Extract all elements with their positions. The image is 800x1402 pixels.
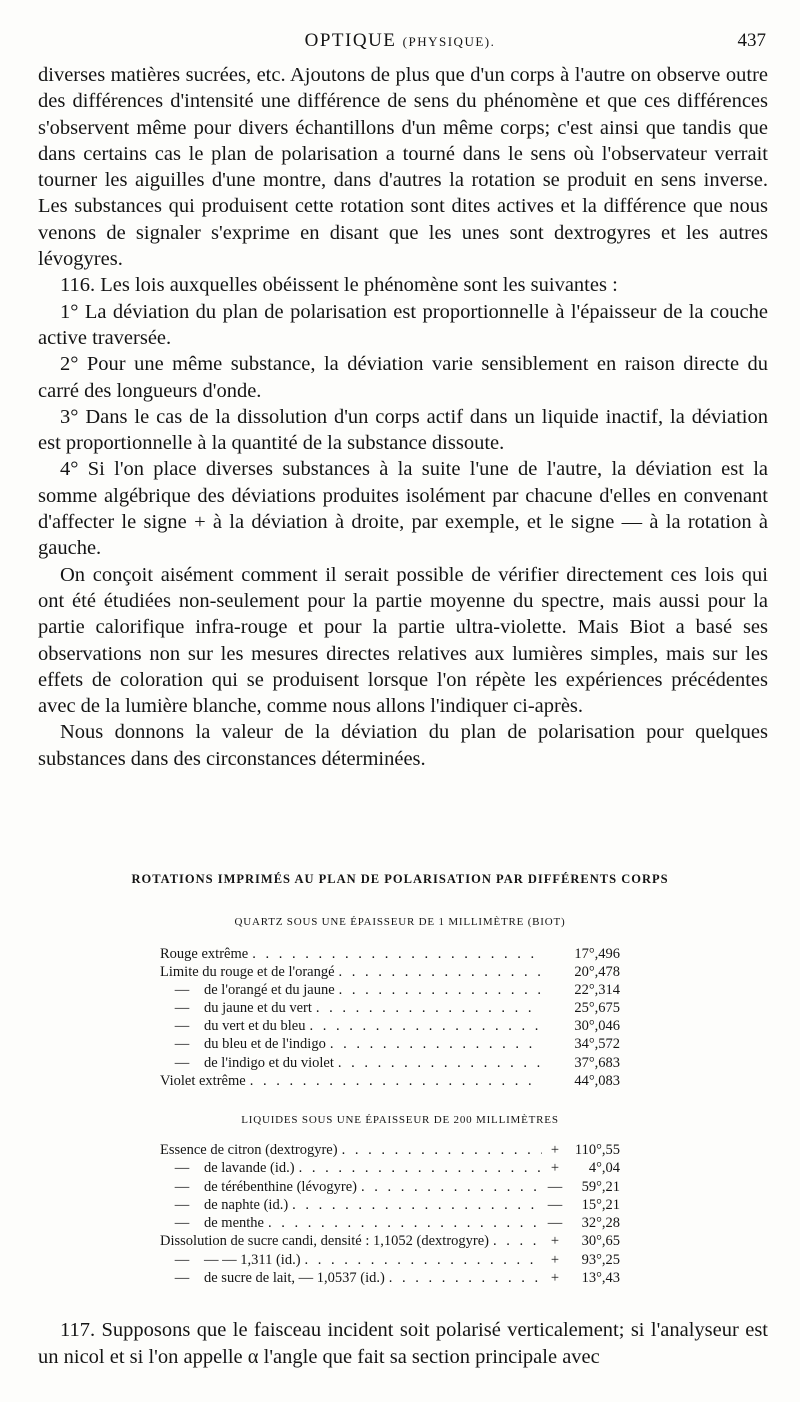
page-number: 437 — [737, 30, 766, 51]
table-title: ROTATIONS IMPRIMÉS AU PLAN DE POLARISATION PAR DIFFÉRENTS CORPS — [131, 872, 669, 886]
rotation-sign: + — [550, 1251, 560, 1268]
leader-dots — [339, 963, 542, 981]
ditto-dash: — — [174, 1036, 190, 1053]
rotation-value: 44°,083 — [574, 1072, 620, 1089]
table-row — [160, 999, 620, 1017]
row-label: de menthe — [204, 1215, 264, 1232]
running-title — [0, 30, 800, 52]
liquids-heading: LIQUIDES SOUS UNE ÉPAISSEUR DE 200 MILLIMÈTRES — [241, 1114, 559, 1126]
rotation-sign — [546, 981, 564, 999]
ditto-dash: — — [174, 1160, 190, 1177]
leader-dots — [389, 1269, 542, 1287]
liquids-table — [160, 1141, 620, 1287]
table-row — [160, 1214, 620, 1232]
leader-dots — [342, 1141, 542, 1159]
rotation-value: 22°,314 — [574, 982, 620, 999]
leader-dots — [361, 1178, 542, 1196]
row-label: du jaune et du vert — [204, 1000, 312, 1017]
rotation-value: 17°,496 — [574, 946, 620, 962]
rotation-sign — [546, 1017, 564, 1035]
rotation-sign: + — [550, 1270, 560, 1287]
body-text — [38, 62, 768, 772]
rotation-value: 34°,572 — [574, 1036, 620, 1053]
row-label: — — 1,311 (id.) — [204, 1251, 301, 1268]
leader-dots — [330, 1035, 542, 1053]
law-3: 3° Dans le cas de la dissolution d'un corps actif dans un liquide inactif, la déviation est proportionnelle à la quantité de la substance dissoute. — [38, 405, 768, 455]
running-title-sub: (PHYSIQUE). — [402, 34, 496, 49]
leader-dots — [305, 1251, 542, 1269]
table-row — [160, 981, 620, 999]
table-row — [160, 1196, 620, 1214]
rotation-value: 30°,65 — [581, 1233, 620, 1250]
row-label: Essence de citron (dextrogyre) — [160, 1142, 338, 1158]
paragraph-116: 116. Les lois auxquelles obéissent le phénomène sont les suivantes : — [60, 274, 618, 297]
quartz-heading: QUARTZ SOUS UNE ÉPAISSEUR DE 1 MILLIMÈTRE (BIOT) — [234, 916, 566, 928]
leader-dots — [316, 999, 542, 1017]
leader-dots — [252, 945, 542, 963]
ditto-dash: — — [174, 1178, 190, 1195]
ditto-dash: — — [174, 1215, 190, 1232]
rotation-sign: — — [547, 1196, 563, 1213]
table-row — [160, 1232, 620, 1250]
rotation-sign — [546, 999, 564, 1017]
rotation-value: 13°,43 — [581, 1270, 620, 1287]
rotation-value: 30°,046 — [574, 1018, 620, 1035]
table-row — [160, 1054, 620, 1072]
rotation-value: 15°,21 — [581, 1196, 620, 1213]
law-4: 4° Si l'on place diverses substances à la suite l'une de l'autre, la déviation est la somme algébrique des déviations produites isolément par chacune d'elles en convenant d'affecter le signe + à la déviation à droite, par exemple, et le signe — à la rotation à gauche. — [38, 458, 768, 560]
ditto-dash: — — [174, 1054, 190, 1071]
leader-dots — [292, 1196, 542, 1214]
running-title-main: OPTIQUE — [304, 30, 397, 51]
rotation-value: 4°,04 — [588, 1160, 620, 1177]
table-row — [160, 1017, 620, 1035]
ditto-dash: — — [174, 1018, 190, 1035]
rotation-value: 37°,683 — [574, 1054, 620, 1071]
table-row — [160, 1178, 620, 1196]
table-row — [160, 1159, 620, 1177]
ditto-dash: — — [174, 1000, 190, 1017]
rotation-value: 110°,55 — [574, 1142, 620, 1158]
row-label: de térébenthine (lévogyre) — [204, 1178, 357, 1195]
leader-dots — [493, 1232, 542, 1250]
table-row — [160, 963, 620, 981]
law-2: 2° Pour une même substance, la déviation varie sensiblement en raison directe du carré des longueurs d'onde. — [38, 353, 768, 402]
running-head — [0, 30, 800, 60]
table-row — [160, 1035, 620, 1053]
final-text — [38, 1317, 768, 1370]
leader-dots — [309, 1017, 542, 1035]
row-label: du vert et du bleu — [204, 1018, 306, 1035]
table-row — [160, 1251, 620, 1269]
table-row — [160, 1269, 620, 1287]
leader-dots — [268, 1214, 542, 1232]
paragraph-continuation: diverses matières sucrées, etc. Ajoutons de plus que d'un corps à l'autre on observe outre des différences d'intensité une différence de sens du phénomène et que ces différences s'observent même pour divers échantillons d'un même corps; c'est ainsi que tandis que dans certains cas le plan de polarisation a tourné dans le sens où l'observateur verrait tourner les aiguilles d'une montre, dans d'autres la rotation se produit en sens inverse. Les substances qui produisent cette rotation sont dites actives et la différence que nous venons de signaler s'exprime en disant que les unes sont dextrogyres et les autres lévogyres. — [38, 64, 768, 271]
table-row — [160, 1072, 620, 1090]
rotation-sign — [546, 963, 564, 981]
rotation-value: 32°,28 — [581, 1215, 620, 1232]
rotation-sign: — — [547, 1215, 563, 1232]
row-label: Limite du rouge et de l'orangé — [160, 964, 335, 981]
row-label: de sucre de lait, — 1,0537 (id.) — [204, 1270, 385, 1287]
rotation-sign: + — [550, 1233, 560, 1250]
leader-dots — [250, 1072, 542, 1090]
ditto-dash: — — [174, 1251, 190, 1268]
rotation-sign: + — [550, 1160, 560, 1177]
table-row — [160, 1141, 620, 1159]
rotation-sign: + — [550, 1142, 560, 1158]
law-1: 1° La déviation du plan de polarisation est proportionnelle à l'épaisseur de la couche active traversée. — [38, 300, 768, 349]
rotation-sign — [546, 1035, 564, 1053]
row-label: Violet extrême — [160, 1072, 246, 1089]
rotation-value: 59°,21 — [581, 1178, 620, 1195]
paragraph-intro-table: Nous donnons la valeur de la déviation du plan de polarisation pour quelques substances dans des circonstances déterminées. — [38, 721, 768, 770]
rotation-sign — [546, 1072, 564, 1090]
rotation-sign — [546, 945, 564, 963]
row-label: de lavande (id.) — [204, 1160, 295, 1177]
ditto-dash: — — [174, 1270, 190, 1287]
row-label: Dissolution de sucre candi, densité : 1,1052 (dextrogyre) — [160, 1233, 489, 1250]
row-label: du bleu et de l'indigo — [204, 1036, 326, 1053]
rotation-value: 20°,478 — [574, 964, 620, 981]
rotation-value: 25°,675 — [574, 1000, 620, 1017]
rotation-value: 93°,25 — [581, 1251, 620, 1268]
row-label: de l'orangé et du jaune — [204, 982, 335, 999]
row-label: de naphte (id.) — [204, 1196, 289, 1213]
ditto-dash: — — [174, 982, 190, 999]
leader-dots — [339, 981, 542, 999]
quartz-table — [160, 945, 620, 1090]
row-label: de l'indigo et du violet — [204, 1054, 334, 1071]
row-label: Rouge extrême — [160, 946, 249, 962]
paragraph-117: 117. Supposons que le faisceau incident soit polarisé verticalement; si l'analyseur est un nicol et si l'on appelle α l'angle que fait sa section principale avec — [38, 1319, 768, 1368]
ditto-dash: — — [174, 1196, 190, 1213]
leader-dots — [338, 1054, 542, 1072]
rotation-sign: — — [547, 1178, 563, 1195]
table-row — [160, 945, 620, 963]
paragraph-biot: On conçoit aisément comment il serait possible de vérifier directement ces lois qui ont été étudiées non-seulement pour la partie moyenne du spectre, mais aussi pour la partie calorifique infra-rouge et pour la partie ultra-violette. Mais Biot a basé ses observations non sur les mesures directes relatives aux lumières simples, mais sur les effets de coloration qui se produisent lorsque l'on répète les expériences précédentes avec de la lumière blanche, comme nous allons l'indiquer ci-après. — [38, 563, 768, 718]
rotation-sign — [546, 1054, 564, 1072]
leader-dots — [299, 1159, 542, 1177]
